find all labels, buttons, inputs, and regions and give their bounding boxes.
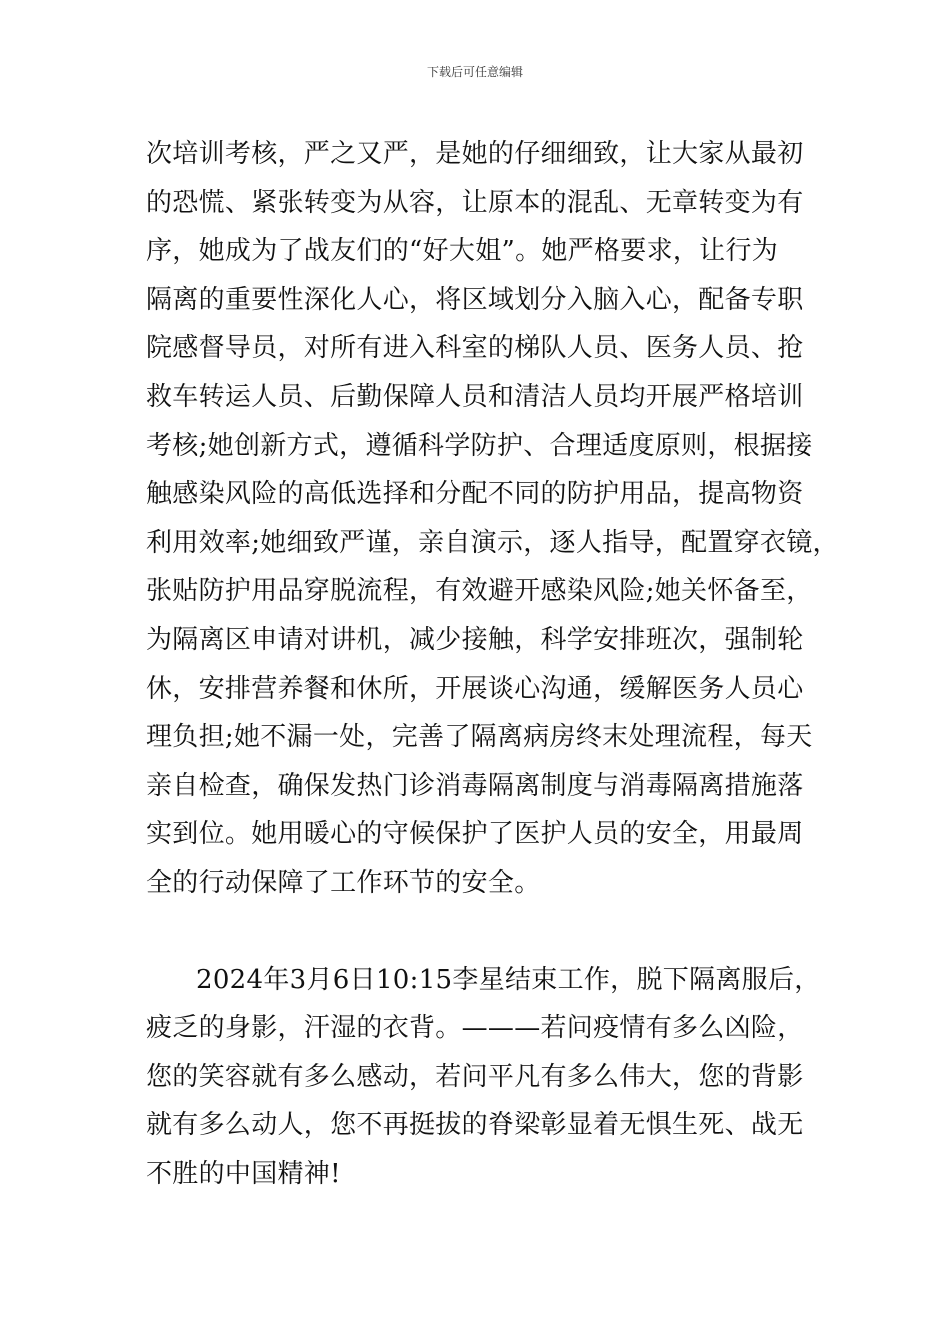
text-line: 救车转运人员、后勤保障人员和清洁人员均开展严格培训 — [146, 381, 804, 412]
text-line: 就有多么动人，您不再挺拔的脊梁彰显着无惧生死、战无 — [146, 1110, 804, 1141]
text-line: 您的笑容就有多么感动，若问平凡有多么伟大，您的背影 — [146, 1061, 804, 1092]
paragraph-spacer — [146, 908, 846, 956]
text-line: 院感督导员，对所有进入科室的梯队人员、医务人员、抢 — [146, 333, 804, 364]
text-line: 触感染风险的高低选择和分配不同的防护用品，提高物资 — [146, 479, 804, 510]
text-line: 的恐慌、紧张转变为从容，让原本的混乱、无章转变为有 — [146, 187, 804, 218]
text-line: 张贴防护用品穿脱流程，有效避开感染风险;她关怀备至， — [146, 576, 813, 607]
text-line: 隔离的重要性深化人心，将区域划分入脑入心，配备专职 — [146, 284, 804, 315]
text-line: 亲自检查，确保发热门诊消毒隔离制度与消毒隔离措施落 — [146, 770, 804, 801]
text-line: 全的行动保障了工作环节的安全。 — [146, 867, 541, 898]
text-line: 理负担;她不漏一处，完善了隔离病房终末处理流程，每天 — [146, 722, 813, 753]
paragraph-1 — [146, 130, 846, 908]
paragraph-2 — [146, 956, 846, 1199]
text-line: 疲乏的身影，汗湿的衣背。———若问疫情有多么凶险， — [146, 1013, 804, 1044]
page-header: 下载后可任意编辑 — [426, 65, 523, 79]
text-line: 利用效率;她细致严谨，亲自演示，逐人指导，配置穿衣镜， — [146, 527, 839, 558]
text-line: 实到位。她用暖心的守候保护了医护人员的安全，用最周 — [146, 819, 804, 850]
text-line: 为隔离区申请对讲机，减少接触，科学安排班次，强制轮 — [146, 624, 804, 655]
text-line: 休，安排营养餐和休所，开展谈心沟通，缓解医务人员心 — [146, 673, 804, 704]
text-line: 2024年3月6日10:15李星结束工作，脱下隔离服后， — [196, 964, 821, 995]
text-line: 不胜的中国精神! — [146, 1158, 341, 1189]
text-line: 序，她成为了战友们的“好大姐”。她严格要求，让行为 — [146, 236, 779, 267]
text-line: 考核;她创新方式，遵循科学防护、合理适度原则，根据接 — [146, 430, 813, 461]
text-line: 次培训考核，严之又严，是她的仔细细致，让大家从最初 — [146, 139, 804, 169]
document-body — [146, 130, 846, 1198]
